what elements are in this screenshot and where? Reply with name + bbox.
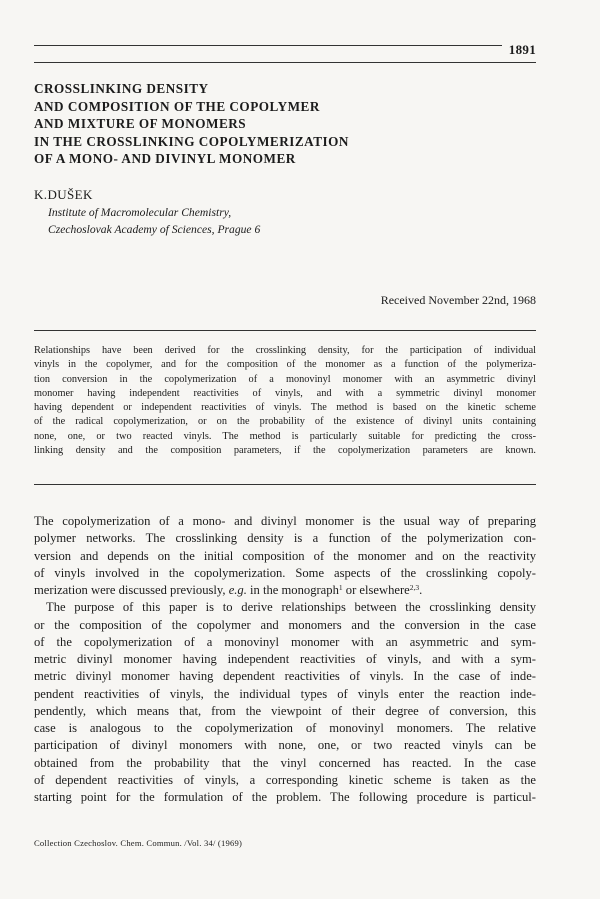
journal-citation: Collection Czechoslov. Chem. Commun. /Vol. 34/ (1969) [34,838,243,848]
reference-marker: 2,3 [409,583,420,592]
body-line: pendent reactivities of vinyls, the individual types of vinyls enter the reaction inde- [34,686,536,701]
body-line: of the copolymerization of a monovinyl monomer with an asymmetric and sym- [34,634,536,649]
body-line: participation of divinyl monomers with none, one, or two reacted vinyls can be [34,738,536,753]
affiliation-line: Institute of Macromolecular Chemistry, [48,206,232,219]
body-line-references [34,582,536,599]
title-line: CROSSLINKING DENSITY [34,81,209,96]
body-text-span: or elsewhere [342,583,410,597]
body-line: pendently, which means that, from the viewpoint of their degree of conversion, this [34,703,536,718]
affiliation-line: Czechoslovak Academy of Sciences, Prague 6 [48,222,261,236]
title-line: AND COMPOSITION OF THE COPOLYMER [34,98,320,114]
abstract-line: of the radical copolymerization, or on the probability of the existence of divinyl units containing [34,416,536,428]
body-line: of vinyls involved in the copolymerization. Some aspects of the crosslinking copoly- [34,565,536,580]
body-text-span: . [419,583,423,597]
body-line: metric divinyl monomer having dependent reactivities of vinyls. In the case of inde- [34,669,536,684]
abstract-bottom-rule [34,484,536,485]
title-line: OF A MONO- AND DIVINYL MONOMER [34,151,296,167]
abstract-line: linking density and the composition parameters, if the copolymerization parameters are known. [34,445,536,457]
body-line: or the composition of the copolymer and monomers and the conversion in the case [34,617,536,632]
body-text-span: merization were discussed previously, [34,583,229,597]
body-line: The copolymerization of a mono- and divinyl monomer is the usual way of preparing [34,514,536,528]
abstract [34,344,536,458]
abstract-line: Relationships have been derived for the crosslinking density, for the participation of individual [34,345,536,356]
title-line: AND MIXTURE OF MONOMERS [34,116,247,132]
header-rule [34,45,502,46]
body-line: starting point for the formulation of the problem. The following procedure is particul- [34,790,536,804]
body-line: obtained from the probability that the vinyl concerned has reacted. In the case [34,755,536,770]
body-line: version and depends on the initial composition of the monomer and on the reactivity [34,548,536,563]
author: K.DUŠEK [34,187,93,202]
abstract-line: monomer having independent reactivities of vinyls, and with a symmetric divinyl monomer [34,387,536,399]
abstract-line: none, one, or two reacted vinyls. The method is particularly suitable for predicting the cross- [34,430,536,442]
page-number: 1891 [508,42,536,57]
body-line: of dependent reactivities of vinyls, a corresponding kinetic scheme is taken as the [34,772,536,787]
header-rule-full [34,62,536,63]
body-text [34,513,536,806]
abstract-line: having dependent or independent reactivities of vinyls. The method is based on the kinetic scheme [34,402,536,414]
abstract-line: vinyls in the copolymer, and for the composition of the monomer as a function of the polymeriza- [34,359,536,371]
body-text-span: in the monograph [246,583,339,597]
article-title [34,80,554,168]
body-line: case is analogous to the copolymerization of monovinyl monomers. The relative [34,721,536,735]
abstract-line: tion conversion in the copolymerization of a monovinyl monomer with an asymmetric divinyl [34,373,536,385]
body-line: metric divinyl monomer having independent reactivities of vinyls, and with a sym- [34,652,536,666]
received-date: Received November 22nd, 1968 [380,293,536,307]
title-line: IN THE CROSSLINKING COPOLYMERIZATION [34,133,349,149]
reference-marker: 1 [338,583,343,592]
abstract-top-rule [34,330,536,331]
body-line: polymer networks. The crosslinking density is a function of the polymerization con- [34,531,536,546]
affiliation [48,205,260,238]
body-text-italic: e.g. [228,583,247,597]
body-line: The purpose of this paper is to derive relationships between the crosslinking density [46,600,536,615]
